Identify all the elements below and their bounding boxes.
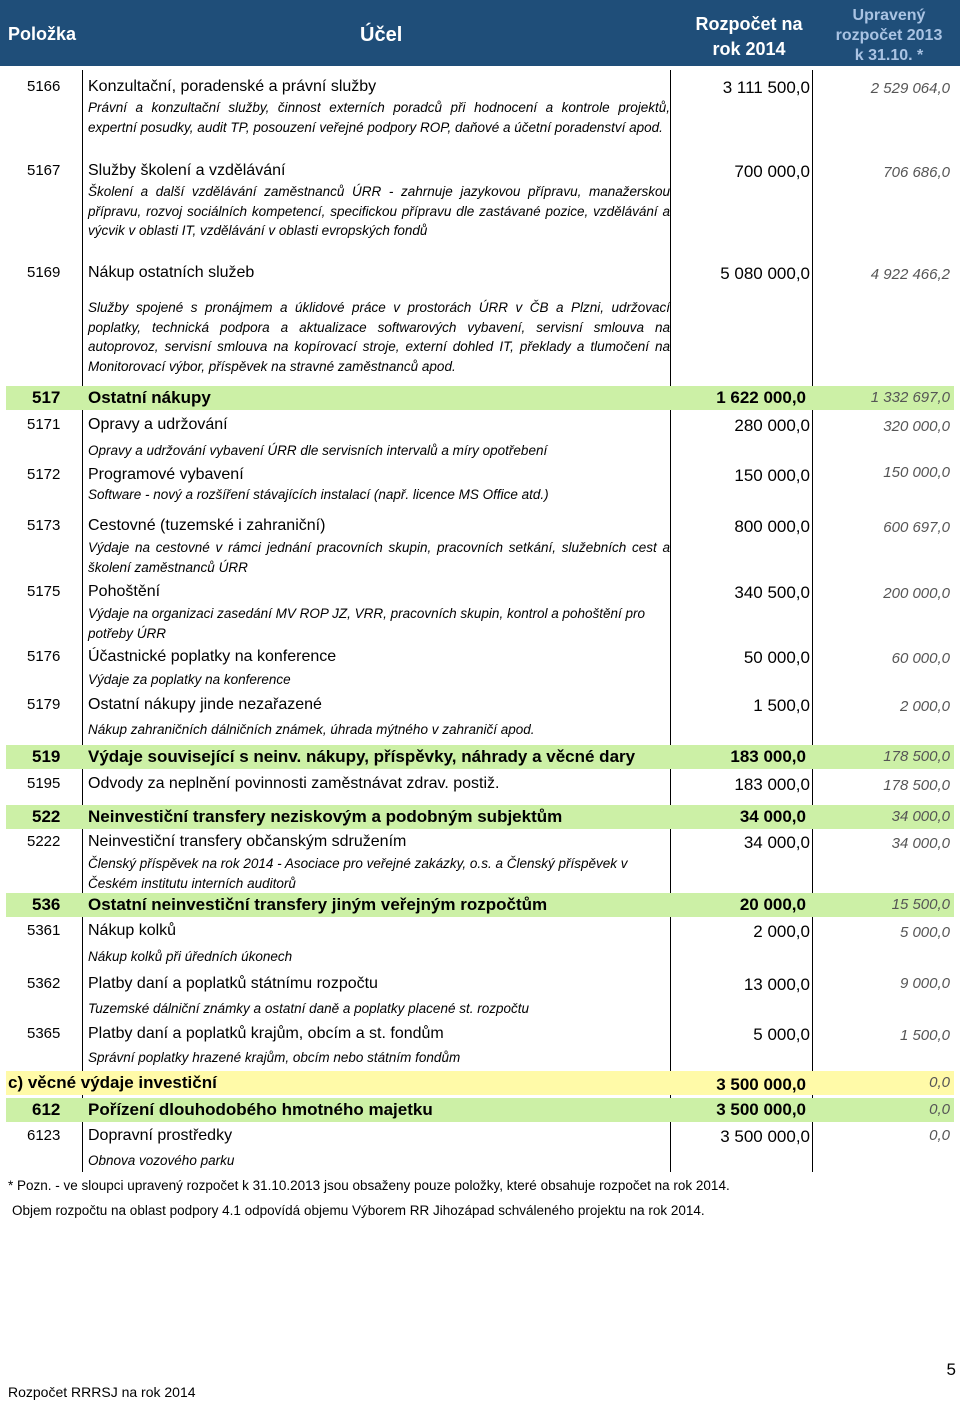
- row-title: Nákup ostatních služeb: [88, 264, 255, 281]
- row-value: 800 000,0: [734, 517, 810, 536]
- row-code: 5365: [27, 1025, 61, 1042]
- section-band-612: [6, 1098, 954, 1122]
- row-code: 5175: [27, 583, 61, 600]
- row-title: Opravy a udržování: [88, 416, 228, 433]
- row-upr-value: 600 697,0: [883, 519, 950, 536]
- header-rozpocet-line2: rok 2014: [712, 39, 786, 59]
- row-value: 1 500,0: [753, 696, 810, 715]
- row-code: 5222: [27, 833, 61, 850]
- row-value: 2 000,0: [753, 922, 810, 941]
- row-value: 340 500,0: [734, 583, 810, 602]
- row-upr-value: 706 686,0: [883, 164, 950, 181]
- band-value: 34 000,0: [739, 807, 806, 826]
- row-upr-value: 320 000,0: [883, 418, 950, 435]
- row-upr-value: 5 000,0: [899, 924, 950, 941]
- row-upr-value: 4 922 466,2: [870, 266, 950, 283]
- row-upr-value: 200 000,0: [883, 585, 950, 602]
- row-title: Odvody za neplnění povinnosti zaměstnávat zdrav. postiž.: [88, 775, 500, 792]
- row-code: 5362: [27, 975, 61, 992]
- band-title: Pořízení dlouhodobého hmotného majetku: [88, 1100, 433, 1119]
- row-title: Konzultační, poradenské a právní služby: [88, 78, 377, 95]
- row-desc: Software - nový a rozšíření stávajících instalací (např. licence MS Office atd.): [88, 487, 549, 502]
- row-value: 183 000,0: [734, 775, 810, 794]
- row-value: 3 111 500,0: [722, 78, 810, 97]
- row-value: 700 000,0: [734, 162, 810, 181]
- row-desc: Právní a konzultační služby, činnost externích poradců při hodnocení a kontrole projektů, expertní posudky, audit TP, posouzení veřejné podpory ROP, daňové a účetní poradenství apod.: [88, 100, 670, 135]
- row-title: Neinvestiční transfery občanským sdružením: [88, 833, 407, 850]
- row-value: 3 500 000,0: [720, 1127, 810, 1146]
- header-upraveny: [820, 6, 958, 66]
- row-desc: Obnova vozového parku: [88, 1153, 235, 1168]
- band-code: 612: [32, 1100, 61, 1119]
- row-upr-value: 2 000,0: [899, 698, 950, 715]
- row-code: 5361: [27, 922, 61, 939]
- band-title: c) věcné výdaje investiční: [8, 1073, 217, 1092]
- page-number: 5: [946, 1360, 956, 1379]
- band-title: Ostatní nákupy: [88, 388, 211, 407]
- grid-line-mid: [670, 70, 671, 1172]
- header-polozka: Položka: [8, 24, 77, 44]
- band-upr-value: 0,0: [929, 1074, 950, 1091]
- section-band-522: [6, 805, 954, 829]
- row-value: 150 000,0: [734, 466, 810, 485]
- row-upr-value: 1 500,0: [899, 1027, 950, 1044]
- row-code: 5166: [27, 78, 61, 95]
- row-desc: Opravy a udržování vybavení ÚRR dle servisních intervalů a míry opotřebení: [88, 443, 548, 458]
- row-title: Služby školení a vzdělávání: [88, 162, 286, 179]
- footer-title: Rozpočet RRRSJ na rok 2014: [8, 1384, 196, 1400]
- section-band-536: [6, 893, 954, 917]
- row-title: Ostatní nákupy jinde nezařazené: [88, 696, 322, 713]
- section-band-c: [6, 1071, 954, 1095]
- band-title: Výdaje související s neinv. nákupy, příspěvky, náhrady a věcné dary: [88, 747, 636, 766]
- row-desc: Služby spojené s pronájmem a úklidové práce v prostorách ÚRR v ČB a Plzni, udržovací poplatky, technická podpora a aktualizace softwarových vybavení, servisní smlouva na autoprovoz, servisní smlouva na kopírovací stroje, externí dohled IT, překlady a tlumočení na Monitorovací výbor, příspěvek na stravné zaměstnanců apod.: [88, 300, 670, 374]
- row-value: 5 000,0: [753, 1025, 810, 1044]
- row-title: Platby daní a poplatků krajům, obcím a st. fondům: [88, 1025, 444, 1042]
- band-value: 3 500 000,0: [716, 1100, 806, 1119]
- row-code: 5171: [27, 416, 61, 433]
- band-upr-value: 178 500,0: [883, 748, 950, 765]
- budget-note: Objem rozpočtu na oblast podpory 4.1 odpovídá objemu Výborem RR Jihozápad schváleného projektu na rok 2014.: [12, 1203, 705, 1218]
- row-code: 5179: [27, 696, 61, 713]
- row-title: Cestovné (tuzemské i zahraniční): [88, 517, 326, 534]
- row-desc: Tuzemské dálniční známky a ostatní daně a poplatky placené st. rozpočtu: [88, 1001, 529, 1016]
- row-upr-value: 0,0: [929, 1127, 950, 1144]
- row-value: 13 000,0: [743, 975, 810, 994]
- row-desc: Školení a další vzdělávání zaměstnanců ÚRR - zahrnuje jazykovou přípravu, manažerskou přípravu, rozvoj sociálních kompetencí, specifickou přípravu dle zastávané pozice, vzdělávání a výcvik v oblasti IT, vzdělávání v oblasti evropských fondů: [88, 184, 670, 238]
- section-band-517: [6, 386, 954, 410]
- row-desc: Nákup zahraničních dálničních známek, úhrada mýtného v zahraničí apod.: [88, 722, 535, 737]
- row-desc: Členský příspěvek na rok 2014 - Asociace pro veřejné zakázky, o.s. a Členský příspěvek v Českém institutu interních auditorů: [88, 856, 628, 891]
- row-upr-value: 60 000,0: [891, 650, 950, 667]
- header-rozpocet: [690, 12, 808, 62]
- band-value: 1 622 000,0: [716, 388, 806, 407]
- footnote: * Pozn. - ve sloupci upravený rozpočet k 31.10.2013 jsou obsaženy pouze položky, které obsahuje rozpočet na rok 2014.: [8, 1178, 730, 1193]
- band-upr-value: 34 000,0: [891, 808, 950, 825]
- row-value: 50 000,0: [743, 648, 810, 667]
- row-title: Platby daní a poplatků státnímu rozpočtu: [88, 975, 378, 992]
- row-code: 5176: [27, 648, 61, 665]
- row-title: Pohoštění: [88, 583, 161, 600]
- row-desc: Výdaje na cestovné v rámci jednání pracovních skupin, pracovních setkání, služebních cest a školení zaměstnanců ÚRR: [88, 540, 670, 575]
- row-code: 6123: [27, 1127, 61, 1144]
- band-title: Ostatní neinvestiční transfery jiným veřejným rozpočtům: [88, 895, 548, 914]
- row-desc: Výdaje za poplatky na konference: [88, 672, 291, 687]
- band-value: 3 500 000,0: [716, 1075, 806, 1094]
- row-value: 5 080 000,0: [720, 264, 810, 283]
- band-title: Neinvestiční transfery neziskovým a podobným subjektům: [88, 807, 563, 826]
- band-code: 517: [32, 388, 61, 407]
- section-band-519: [6, 745, 954, 769]
- band-code: 536: [32, 895, 61, 914]
- row-upr-value: 34 000,0: [891, 835, 950, 852]
- row-title: Programové vybavení: [88, 466, 244, 483]
- band-value: 20 000,0: [739, 895, 806, 914]
- row-code: 5169: [27, 264, 61, 281]
- band-upr-value: 1 332 697,0: [870, 389, 950, 406]
- row-desc: Nákup kolků při úředních úkonech: [88, 949, 293, 964]
- header-upraveny-line1: Upravený: [852, 7, 926, 24]
- row-value: 280 000,0: [734, 416, 810, 435]
- grid-line-left: [82, 70, 83, 1172]
- row-upr-value: 2 529 064,0: [870, 80, 950, 97]
- row-code: 5172: [27, 466, 61, 483]
- band-code: 522: [32, 807, 61, 826]
- header-upraveny-line2: rozpočet 2013: [835, 27, 943, 44]
- band-code: 519: [32, 747, 61, 766]
- row-title: Nákup kolků: [88, 922, 177, 939]
- band-upr-value: 0,0: [929, 1101, 950, 1118]
- header-ucel: Účel: [360, 24, 403, 46]
- band-value: 183 000,0: [730, 747, 806, 766]
- row-upr-value: 150 000,0: [883, 464, 950, 481]
- row-value: 34 000,0: [743, 833, 810, 852]
- band-upr-value: 15 500,0: [891, 896, 950, 913]
- grid-line-right: [812, 70, 813, 1172]
- row-desc: Výdaje na organizaci zasedání MV ROP JZ, VRR, pracovních skupin, kontrol a pohoštění pro potřeby ÚRR: [88, 606, 646, 641]
- row-title: Dopravní prostředky: [88, 1127, 233, 1144]
- row-code: 5173: [27, 517, 61, 534]
- row-code: 5195: [27, 775, 61, 792]
- row-title: Účastnické poplatky na konference: [88, 648, 337, 665]
- table-header: [0, 0, 960, 66]
- header-rozpocet-line1: Rozpočet na: [695, 14, 803, 34]
- row-upr-value: 9 000,0: [899, 975, 950, 992]
- header-upraveny-line3: k 31.10. *: [854, 47, 924, 64]
- row-upr-value: 178 500,0: [883, 777, 950, 794]
- row-desc: Správní poplatky hrazené krajům, obcím nebo státním fondům: [88, 1050, 461, 1065]
- row-code: 5167: [27, 162, 61, 179]
